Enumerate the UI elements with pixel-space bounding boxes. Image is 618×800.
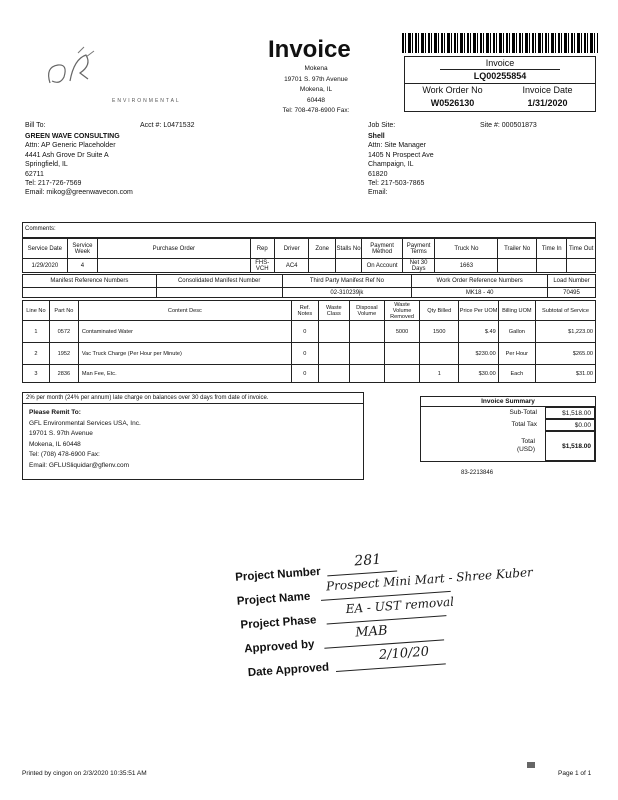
bill-to-label: Bill To: (25, 122, 46, 129)
job-site-label: Job Site: (368, 122, 396, 129)
company-address: Mokena 19701 S. 97th Avenue Mokena, IL 60448 Tel: 708-478-6900 Fax: (282, 65, 350, 114)
invoice-number-box: Invoice LQ00255854 Work Order No Invoice Date W0526130 1/31/2020 (404, 56, 596, 112)
approval-stamp: Project Number 281 Project Name Prospect Mini Mart - Shree Kuber Project Phase EA - UST removal Approved by MAB Date Approved 2/10/20 (234, 551, 534, 680)
barcode (402, 33, 598, 53)
terms-note: 2% per month (24% per annum) late charge on balances over 30 days from date of invoice. (23, 393, 363, 404)
printed-by: Printed by cingon on 2/3/2020 10:35:51 AM (22, 770, 147, 777)
fed-id: 83-2213846 (461, 470, 494, 476)
job-site-address: Shell Attn: Site Manager 1405 N Prospect Ave Champaign, IL 61820 Tel: 217-503-7865 Email: (368, 133, 434, 197)
subtotal-value: $1,518.00 (545, 407, 595, 419)
invoice-number: LQ00255854 (473, 71, 527, 81)
invoice-title: Invoice (268, 36, 351, 63)
account-number: Acct #: L0471532 (140, 122, 195, 129)
line-items-table: Line No Part No Content Desc Ref. Notes Waste Class Disposal Volume Waste Volume Removed Qty Billed Price Per UOM Billing UOM Subtotal of Service 1 0572 Contaminated Water 0 5000 1500 $.49 Gallon $1,223.00 2 1952 Vac Truck Charge (Per Hour per Minute) 0 $230.00 Per Hour $265.00 3 2836 Man Fee, Etc. 0 1 $30.00 Each $31.00 (22, 300, 596, 383)
table-row: 1 0572 Contaminated Water 0 5000 1500 $.49 Gallon $1,223.00 (23, 321, 596, 343)
terms-remit-box: 2% per month (24% per annum) late charge on balances over 30 days from date of invoice. Please Remit To: GFL Environmental Services USA, Inc. 19701 S. 97th Avenue Mokena, IL 60448 Tel: (708) 478-6900 Fax: Email: GFLUSliquidar@gflenv.com (22, 392, 364, 480)
service-table: Service Date Service Week Purchase Order Rep Driver Zone Stalls No Payment Method Payment Terms Truck No Trailer No Time In Time Out 1/29/2020 4 FHS-VCH AC4 On Account Net 30 Days 1663 (22, 238, 596, 273)
bill-to-address: GREEN WAVE CONSULTING Attn: AP Generic Placeholder 4441 Ash Grove Dr Suite A Springfield, IL 62711 Tel: 217-726-7569 Email: mikog@greenwavecon.com (25, 133, 133, 197)
small-mark (527, 762, 535, 768)
page-number: Page 1 of 1 (558, 770, 592, 777)
manifest-table: Manifest Reference Numbers Consolidated Manifest Number Third Party Manifest Ref No Work Order Reference Numbers Load Number 02-310239jk MK18 - 40 70495 (22, 274, 596, 298)
company-logo (40, 45, 100, 95)
tax-value: $0.00 (545, 419, 595, 431)
site-number: Site #: 000501873 (480, 122, 537, 129)
logo-caption: ENVIRONMENTAL (112, 98, 181, 104)
table-row: 3 2836 Man Fee, Etc. 0 1 $30.00 Each $31.00 (23, 365, 596, 383)
comments-box: Comments: (22, 222, 596, 238)
total-value: $1,518.00 (545, 431, 595, 461)
invoice-summary: Invoice Summary Sub-Total $1,518.00 Total Tax $0.00 Total (USD) $1,518.00 (420, 396, 596, 462)
service-row: 1/29/2020 4 FHS-VCH AC4 On Account Net 30 Days 1663 (23, 259, 596, 273)
table-row: 2 1952 Vac Truck Charge (Per Hour per Minute) 0 $230.00 Per Hour $265.00 (23, 343, 596, 365)
